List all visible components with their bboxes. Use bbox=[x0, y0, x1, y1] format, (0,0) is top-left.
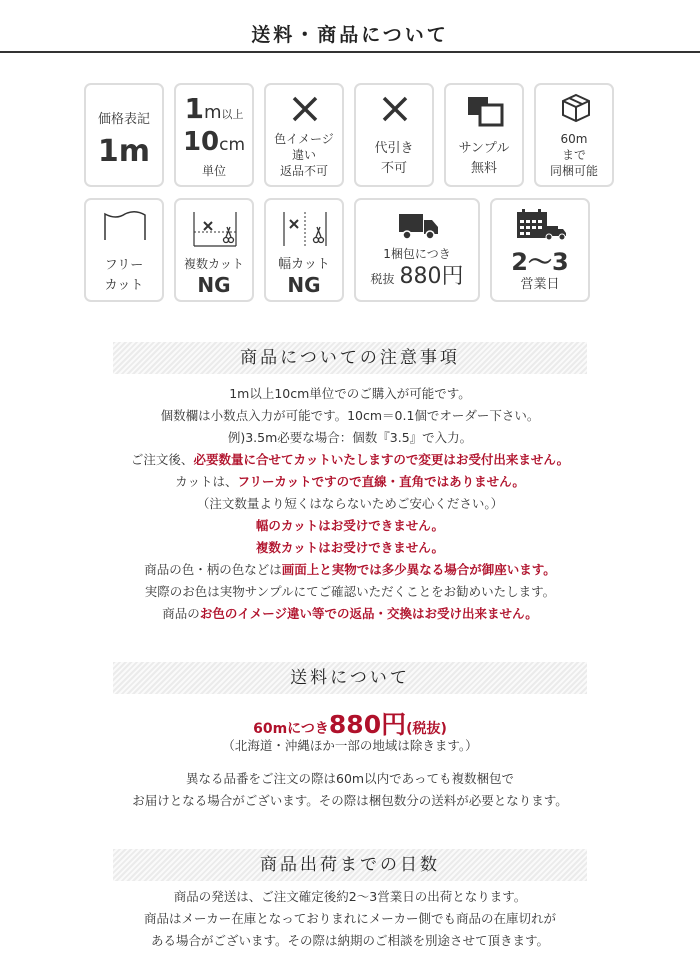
delivery-lines bbox=[0, 886, 700, 952]
notes-text: （注文数量より短くはならないためご安心ください。） bbox=[196, 496, 504, 511]
min-order-line1 bbox=[176, 92, 252, 125]
shipping-price: 880円 bbox=[328, 710, 407, 739]
color-image-l1: 色イメージ bbox=[274, 132, 334, 146]
notes-emphasis: 必要数量に合せてカットいたしますので変更はお受付出来ません。 bbox=[193, 452, 570, 467]
shipping-note bbox=[0, 735, 700, 757]
notes-line bbox=[0, 603, 700, 625]
notes-line bbox=[0, 559, 700, 581]
notes-text: ご注文後、 bbox=[130, 452, 194, 467]
package-box-icon bbox=[561, 93, 591, 123]
notes-text: 例)3.5m必要な場合：個数『3.5』で入力。 bbox=[227, 430, 473, 445]
notes-title: 商品についての注意事項 bbox=[240, 348, 460, 368]
notes-emphasis: フリーカットですので直線・直角ではありません。 bbox=[237, 474, 525, 489]
notes-text: 個数欄は小数点入力が可能です。10cm＝0.1個でオーダー下さい。 bbox=[160, 408, 540, 423]
page-title: 送料・商品について bbox=[251, 24, 449, 46]
delivery-line: ある場合がございます。その際は納期のご相談を別途させて頂きます。 bbox=[150, 933, 549, 948]
notes-line bbox=[0, 471, 700, 493]
multi-cut-l1: 複数カット bbox=[184, 257, 244, 271]
price-unit-value: 1m bbox=[97, 134, 151, 169]
bundle-box bbox=[534, 83, 614, 187]
notes-lines bbox=[0, 383, 700, 625]
notes-emphasis: 幅のカットはお受けできません。 bbox=[255, 518, 445, 533]
header-divider bbox=[0, 51, 700, 53]
sample-l2: 無料 bbox=[470, 161, 497, 176]
min-order-label: 単位 bbox=[201, 164, 226, 178]
multi-cut-box bbox=[174, 198, 254, 302]
shipping-banner bbox=[113, 662, 587, 694]
min-order-unit1: m bbox=[203, 102, 222, 123]
price-unit-box bbox=[84, 83, 164, 187]
days-box bbox=[490, 198, 590, 302]
shipping-fee-prefix: 税抜 bbox=[370, 272, 395, 286]
calendar-truck-icon bbox=[516, 208, 568, 242]
notes-line bbox=[0, 383, 700, 405]
cross-icon bbox=[291, 95, 319, 123]
cod-l1: 代引き bbox=[374, 141, 414, 156]
min-order-unit2: cm bbox=[219, 135, 246, 155]
delivery-banner bbox=[113, 849, 587, 881]
shipping-price-suffix: (税抜) bbox=[406, 721, 447, 737]
free-cut-box bbox=[84, 198, 164, 302]
free-cut-l1: フリー bbox=[104, 258, 144, 273]
shipping-fee-l1: 1梱包につき bbox=[383, 247, 451, 261]
notes-line bbox=[0, 427, 700, 449]
sample-squares-icon bbox=[466, 95, 504, 127]
multi-cut-ng: NG bbox=[197, 273, 231, 297]
price-unit-label: 価格表記 bbox=[97, 112, 150, 127]
color-image-l2: 違い bbox=[291, 148, 316, 162]
delivery-line: 商品の発送は、ご注文確定後約2〜3営業日の出荷となります。 bbox=[173, 889, 527, 904]
delivery-line: 商品はメーカー在庫となっておりまれにメーカー側でも商品の在庫切れが bbox=[143, 911, 556, 926]
notes-text: 実際のお色は実物サンプルにてご確認いただくことをお勧めいたします。 bbox=[144, 584, 556, 599]
notes-text: 1m以上10cm単位でのご購入が可能です。 bbox=[229, 386, 471, 401]
notes-text: 商品の bbox=[162, 606, 200, 621]
notes-emphasis: お色のイメージ違い等での返品・交換はお受け出来ません。 bbox=[199, 606, 538, 621]
notes-line bbox=[0, 581, 700, 603]
bundle-l1: 60m bbox=[560, 132, 588, 146]
sample-box bbox=[444, 83, 524, 187]
shipping-fee-box bbox=[354, 198, 480, 302]
curtain-fabric-icon bbox=[102, 210, 148, 242]
cod-l2: 不可 bbox=[380, 161, 407, 176]
scissors-cut-icon bbox=[190, 210, 240, 248]
notes-line bbox=[0, 493, 700, 515]
color-image-l3: 返品不可 bbox=[279, 164, 328, 178]
min-order-big2: 10 bbox=[182, 127, 220, 157]
shipping-price-prefix: 60mにつき bbox=[253, 721, 329, 737]
bundle-l2: まで bbox=[561, 148, 586, 162]
notes-line bbox=[0, 537, 700, 559]
notes-banner bbox=[113, 342, 587, 374]
shipping-line: お届けとなる場合がございます。その際は梱包数分の送料が必要となります。 bbox=[132, 793, 568, 808]
sample-l1: サンプル bbox=[458, 141, 510, 156]
notes-line bbox=[0, 405, 700, 427]
days-value: 2〜3 bbox=[511, 248, 569, 276]
shipping-line: 異なる品番をご注文の際は60m以内であっても複数梱包で bbox=[186, 771, 514, 786]
shipping-fee-price-row bbox=[356, 266, 478, 288]
shipping-title: 送料について bbox=[290, 668, 410, 688]
width-cut-ng: NG bbox=[287, 273, 321, 297]
min-order-box bbox=[174, 83, 254, 187]
notes-text: カットは、 bbox=[175, 474, 238, 489]
shipping-fee-price: 880円 bbox=[399, 264, 464, 289]
width-cut-l1: 幅カット bbox=[278, 257, 330, 272]
min-order-big1: 1 bbox=[184, 92, 204, 125]
notes-line bbox=[0, 515, 700, 537]
bundle-l3: 同梱可能 bbox=[549, 164, 598, 178]
notes-text: 商品の色・柄の色などは bbox=[144, 562, 282, 577]
min-order-suffix1: 以上 bbox=[221, 108, 244, 121]
min-order-line2 bbox=[176, 129, 252, 155]
days-label: 営業日 bbox=[520, 277, 560, 292]
delivery-title: 商品出荷までの日数 bbox=[260, 855, 440, 875]
header bbox=[0, 0, 700, 54]
notes-line bbox=[0, 449, 700, 471]
cross-icon bbox=[381, 95, 409, 123]
color-image-box bbox=[264, 83, 344, 187]
notes-emphasis: 複数カットはお受けできません。 bbox=[255, 540, 445, 555]
shipping-lines bbox=[0, 768, 700, 812]
free-cut-l2: カット bbox=[104, 278, 144, 293]
truck-icon bbox=[398, 212, 440, 240]
notes-emphasis: 画面上と実物では多少異なる場合が御座います。 bbox=[281, 562, 556, 577]
width-cut-box bbox=[264, 198, 344, 302]
cod-box bbox=[354, 83, 434, 187]
shipping-note-text: （北海道・沖縄ほか一部の地域は除きます。） bbox=[222, 738, 478, 753]
scissors-width-icon bbox=[280, 210, 330, 248]
